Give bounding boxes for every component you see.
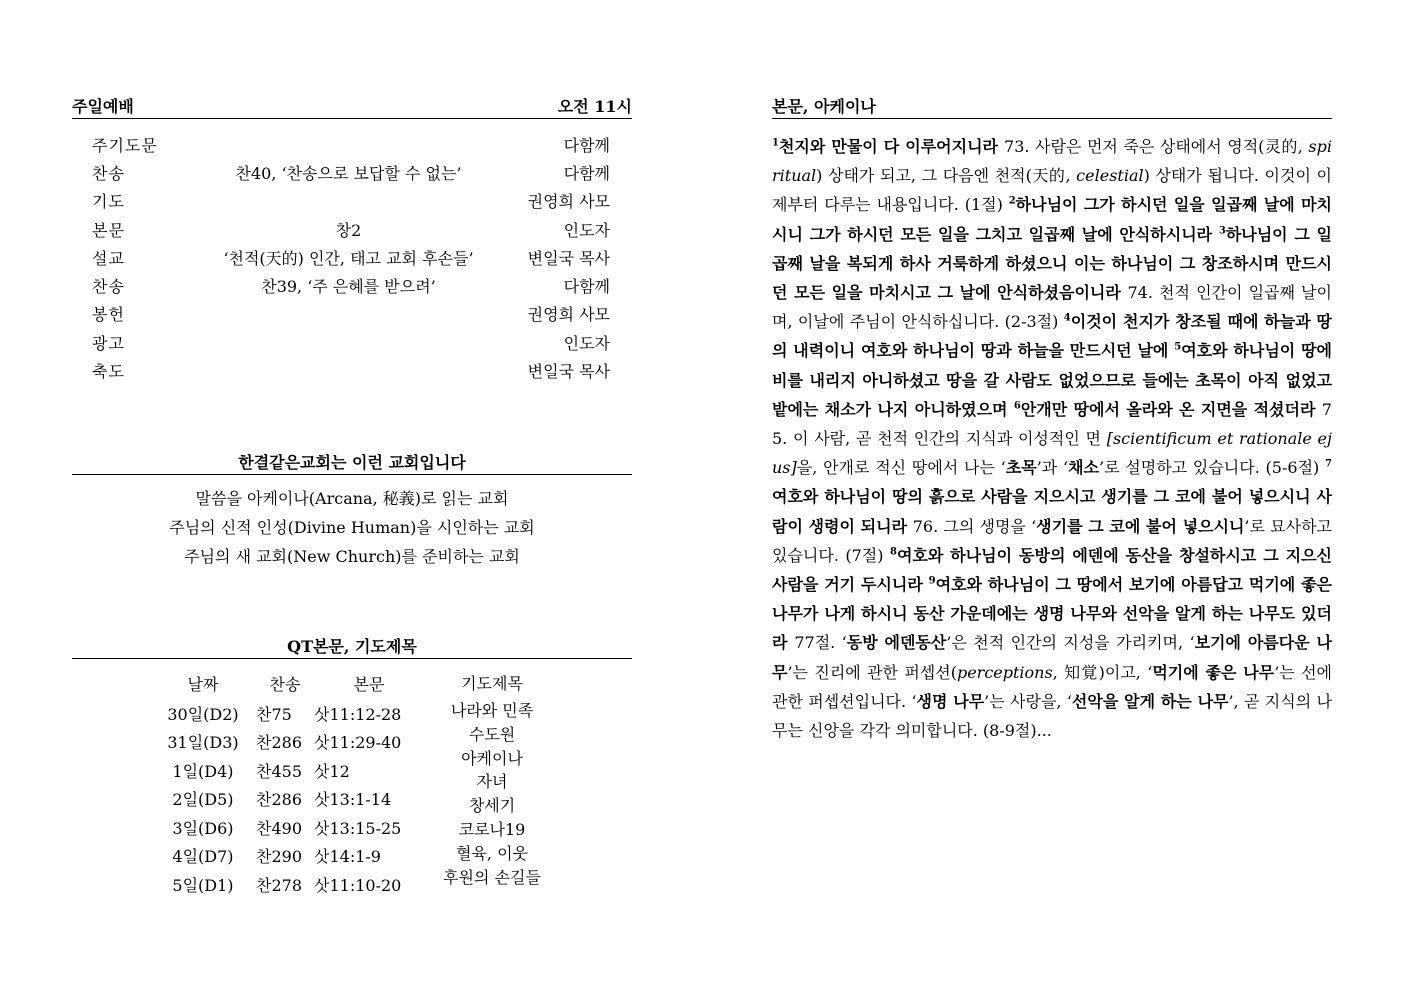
church-line: 주님의 신적 인성(Divine Human)을 시인하는 교회	[169, 518, 535, 537]
scripture-text: 생기를 그 코에 불어 넣으시니	[1036, 516, 1245, 536]
worship-order-list	[92, 130, 610, 385]
scripture-text: 채소	[1068, 458, 1099, 478]
worship-item-leader: 인도자	[563, 220, 610, 240]
commentary-text: ) 상태가 되고, 그 다음엔 천적(天的,	[816, 166, 1077, 186]
verse-number: 8	[889, 546, 897, 558]
worship-item-leader: 인도자	[563, 333, 610, 353]
commentary-text: 76. 그의 생명을 ‘	[912, 516, 1037, 536]
qt-date: 5일(D1)	[172, 875, 234, 895]
qt-row	[150, 785, 424, 814]
commentary-text: 73. 사람은 먼저 죽은 상태에서 영적(灵的,	[1004, 137, 1309, 156]
qt-text: 삿13:1-14	[314, 790, 392, 810]
worship-item	[92, 243, 610, 271]
qt-col-text: 본문	[353, 675, 385, 694]
worship-item-leader: 다함께	[563, 135, 610, 155]
commentary-text: 74. 천적 인간이 일곱째 날이며, 이날에 주님이 안식하십니다. (2-3절)	[772, 283, 1332, 332]
qt-date: 30일(D2)	[167, 704, 239, 724]
qt-date: 31일(D3)	[167, 733, 239, 753]
qt-row	[150, 728, 424, 757]
qt-topic: 창세기	[468, 796, 516, 816]
passage-title: 본문, 아케이나	[772, 97, 876, 116]
worship-item-detail: 창2	[335, 220, 362, 240]
commentary-text: 77절. ‘	[794, 633, 847, 653]
verse-number: 9	[928, 575, 936, 587]
church-description	[72, 484, 632, 571]
commentary-text: ) 상태가 됩니다. 이것이 이제부터 다루는 내용입니다. (1절)	[772, 166, 1332, 215]
commentary-text: 을, 안개로 적신 땅에서 나는 ‘	[796, 458, 1006, 478]
worship-item	[92, 271, 610, 299]
commentary-text: ’로 묘사하고 있습니다. (7절)	[772, 516, 1332, 565]
commentary-text: ’은 천적 인간의 지성을 가리키며, ‘	[946, 633, 1195, 653]
verse-number: 7	[1325, 458, 1332, 470]
worship-item	[92, 187, 610, 215]
scripture-text: 안개만 땅에서 올라와 온 지면을 적셨더라	[1020, 399, 1322, 419]
commentary-text: perceptions	[956, 662, 1053, 682]
worship-item-name: 찬송	[92, 277, 125, 297]
worship-item	[92, 215, 610, 243]
worship-item-leader: 권영희 사모	[527, 192, 610, 212]
passage-text	[772, 132, 1332, 745]
qt-date: 1일(D4)	[172, 761, 234, 781]
verse-number: 1	[772, 137, 779, 149]
qt-row	[150, 870, 424, 899]
scripture-text: 생명 나무	[916, 691, 985, 711]
qt-text: 삿11:12-28	[314, 704, 402, 724]
worship-item	[92, 130, 610, 158]
qt-col-topic: 기도제목	[461, 674, 523, 693]
scripture-text: 하나님이 그 일곱째 날을 복되게 하사 거룩하게 하셨으니 이는 하나님이 그 창조하시며 만드시던 모든 일을 마치시고 그 날에 안식하셨음이니라	[772, 224, 1332, 303]
commentary-text: ’과 ‘	[1036, 458, 1069, 478]
worship-item-name: 찬송	[92, 163, 125, 183]
qt-row	[150, 699, 424, 728]
scripture-text: 천지와 만물이 다 이루어지니라	[778, 137, 1005, 156]
verse-number: 6	[1013, 400, 1021, 412]
worship-item-name: 본문	[92, 220, 125, 240]
scripture-text: 여호와 하나님이 땅의 흙으로 사람을 지으시고 생기를 그 코에 불어 넣으시니 사람이 생령이 되니라	[772, 487, 1332, 536]
qt-topic: 코로나19	[458, 819, 526, 839]
commentary-text: , 知覚)이고, ‘	[1052, 662, 1153, 682]
verse-number: 2	[1008, 196, 1016, 208]
worship-item-leader: 변일국 목사	[527, 362, 610, 382]
qt-hymn: 찬290	[256, 847, 302, 867]
church-line: 말씀을 아케이나(Arcana, 秘義)로 읽는 교회	[195, 489, 509, 508]
qt-text: 삿13:15-25	[314, 818, 402, 838]
qt-topic: 수도원	[468, 724, 516, 744]
qt-text: 삿11:10-20	[314, 875, 402, 895]
qt-hymn: 찬286	[256, 733, 302, 753]
scripture-text: 보기에 아름다운 나무	[772, 633, 1332, 682]
qt-col-date: 날짜	[187, 675, 219, 694]
qt-hymn: 찬278	[256, 875, 302, 895]
worship-item-name: 축도	[92, 362, 125, 382]
qt-date: 3일(D6)	[172, 818, 234, 838]
scripture-text: 동방 에덴동산	[846, 633, 947, 653]
qt-topic: 나라와 민족	[450, 701, 534, 720]
qt-date: 2일(D5)	[172, 790, 234, 810]
worship-item-name: 기도	[92, 192, 125, 212]
scripture-text: 이것이 천지가 창조될 때에 하늘과 땅의 내력이니 여호와 하나님이 땅과 하늘을 만드시던 날에	[772, 312, 1332, 361]
worship-item-detail: ‘천적(天的) 인간, 태고 교회 후손들’	[223, 248, 474, 268]
qt-text: 삿14:1-9	[314, 847, 381, 867]
worship-item	[92, 356, 610, 384]
commentary-text: 75. 이 사람, 곧 천적 인간의 지식과 이성적인 면	[772, 399, 1332, 449]
qt-row	[150, 842, 424, 871]
worship-item-name: 주기도문	[92, 135, 158, 155]
verse-number: 5	[1174, 342, 1182, 354]
commentary-text: spiritual	[772, 137, 1332, 186]
qt-hymn: 찬75	[256, 704, 292, 724]
qt-date: 4일(D7)	[172, 847, 234, 867]
worship-item-name: 광고	[92, 333, 125, 353]
qt-text: 삿12	[314, 761, 350, 781]
worship-header	[72, 94, 632, 119]
qt-hymn: 찬286	[256, 790, 302, 810]
qt-text: 삿11:29-40	[314, 733, 402, 753]
qt-header	[72, 634, 632, 659]
church-title: 한결같은교회는 이런 교회입니다	[238, 453, 466, 472]
worship-item	[92, 300, 610, 328]
worship-item-leader: 권영희 사모	[527, 305, 610, 325]
qt-col-hymn: 찬송	[269, 675, 301, 694]
worship-item	[92, 158, 610, 186]
worship-item-name: 봉헌	[92, 305, 125, 325]
worship-item-leader: 변일국 목사	[527, 248, 610, 268]
qt-topic: 아케이나	[461, 748, 523, 768]
scripture-text: 하나님이 그가 하시던 일을 일곱째 날에 마치시니 그가 하시던 모든 일을 그치고 일곱째 날에 안식하시니라	[772, 195, 1332, 244]
qt-topic: 혈육, 이웃	[456, 843, 528, 863]
scripture-text: 여호와 하나님이 동방의 에덴에 동산을 창설하시고 그 지으신 사람을 거기 두시니라	[772, 545, 1332, 595]
commentary-text: ’는 사랑을, ‘	[984, 691, 1072, 711]
worship-item-leader: 다함께	[563, 163, 610, 183]
scripture-text: 먹기에 좋은 나무	[1152, 662, 1275, 682]
verse-number: 4	[1063, 312, 1071, 324]
qt-row	[150, 756, 424, 785]
worship-item-detail: 찬40, ‘찬송으로 보답할 수 없는’	[235, 163, 462, 183]
commentary-text: ’로 설명하고 있습니다. (5-6절)	[1099, 458, 1326, 478]
scripture-text: 선악을 알게 하는 나무	[1071, 691, 1229, 711]
verse-number: 3	[1218, 225, 1226, 237]
qt-topic-column	[424, 668, 560, 889]
scripture-text: 초목	[1005, 458, 1037, 478]
scripture-text: 여호와 하나님이 땅에 비를 내리지 아니하셨고 땅을 갈 사람도 없었으므로 들에는 초목이 아직 없었고 밭에는 채소가 나지 아니하였으며	[772, 341, 1332, 419]
worship-item-name: 설교	[92, 248, 125, 268]
scripture-text: 여호와 하나님이 그 땅에서 보기에 아름답고 먹기에 좋은 나무가 나게 하시니 동산 가운데에는 생명 나무와 선악을 알게 하는 나무도 있더라	[772, 575, 1332, 653]
church-header	[72, 450, 632, 475]
qt-hymn: 찬455	[256, 761, 302, 781]
worship-item	[92, 328, 610, 356]
qt-row	[150, 813, 424, 842]
commentary-text: ’는 선에 관한 퍼셉션입니다. ‘	[772, 662, 1332, 711]
worship-time: 오전 11시	[557, 97, 632, 116]
qt-topic: 자녀	[476, 772, 508, 792]
passage-header	[772, 94, 1332, 119]
worship-item-detail: 찬39, ‘주 은혜를 받으려’	[261, 277, 436, 297]
qt-header-row	[150, 668, 424, 699]
qt-hymn: 찬490	[256, 818, 302, 838]
commentary-text: [scientificum et rationale ejus]	[772, 429, 1332, 478]
worship-item-leader: 다함께	[563, 277, 610, 297]
worship-title: 주일예배	[72, 97, 134, 116]
church-line: 주님의 새 교회(New Church)를 준비하는 교회	[184, 547, 520, 566]
commentary-text: ’, 곧 지식의 나무는 신앙을 각각 의미합니다. (8-9절)...	[772, 691, 1332, 741]
commentary-text: ’는 진리에 관한 퍼셉션(	[787, 662, 957, 682]
qt-title: QT본문, 기도제목	[287, 637, 417, 656]
commentary-text: celestial	[1076, 166, 1144, 186]
qt-table	[150, 668, 424, 899]
qt-topic: 후원의 손길들	[443, 867, 541, 887]
